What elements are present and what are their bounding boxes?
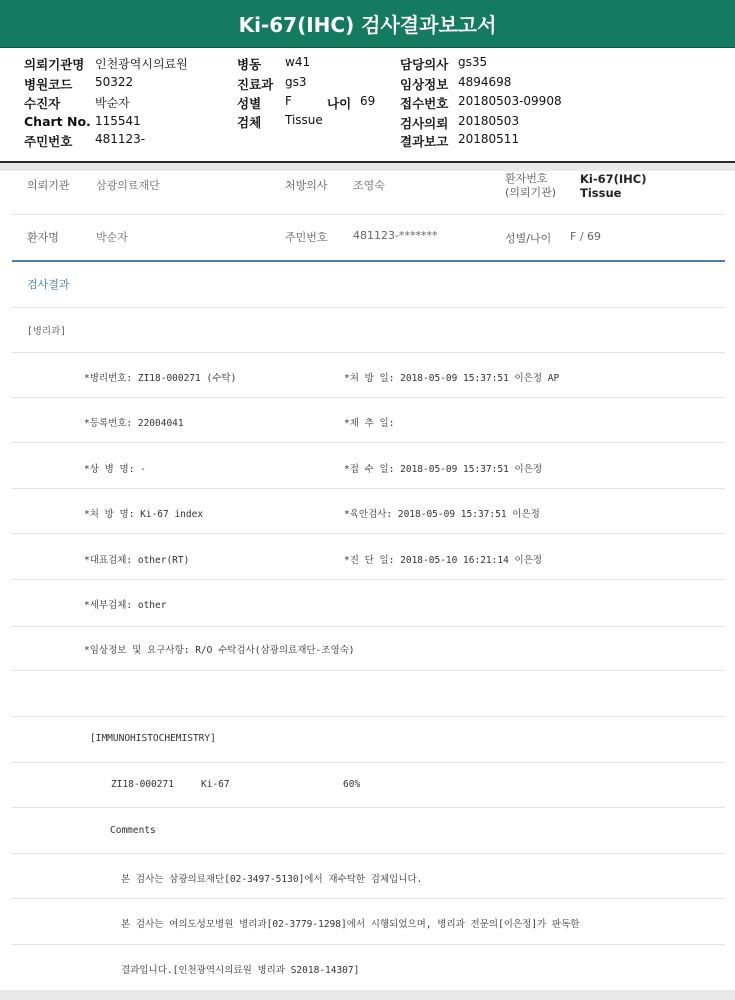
row-divider — [12, 214, 725, 215]
result-line: *진 단 일: 2018-05-10 16:21:14 이은정 — [344, 555, 543, 566]
result-line: *채 추 일: — [344, 418, 395, 429]
header-shade — [0, 163, 735, 171]
field-value: gs3 — [285, 75, 307, 89]
field-value: 인천광역시의료원 — [95, 57, 188, 71]
field-label: 의뢰기관명 — [24, 57, 85, 72]
patient-no-label: 환자번호 — [505, 172, 548, 185]
field-label: Chart No. — [24, 114, 91, 129]
ihc-case-no: ZI18-000271 — [111, 779, 174, 790]
field-value: 481123- — [95, 132, 146, 146]
sex-age-value: F / 69 — [570, 230, 602, 243]
sex-age-label: 성별/나이 — [505, 232, 552, 245]
row-divider — [12, 397, 725, 398]
doctor-value: 조영숙 — [353, 179, 385, 192]
field-value: 박순자 — [95, 96, 130, 110]
field-label: 결과보고 — [400, 134, 449, 149]
ihc-heading: [IMMUNOHISTOCHEMISTRY] — [90, 733, 216, 744]
field-label: 병원코드 — [24, 77, 73, 92]
result-line: *처 방 일: 2018-05-09 15:37:51 이은정 AP — [344, 373, 560, 384]
field-value: 4894698 — [458, 75, 512, 89]
row-divider — [12, 352, 725, 353]
result-line: *육안검사: 2018-05-09 15:37:51 이은정 — [344, 509, 540, 520]
footer-shade — [0, 990, 735, 1000]
row-divider — [12, 670, 725, 671]
patient-name-value: 박순자 — [96, 231, 128, 244]
field-label: 나이 — [327, 96, 352, 111]
row-divider — [12, 533, 725, 534]
row-divider — [12, 307, 725, 308]
institution-label: 의뢰기관 — [27, 179, 70, 192]
dept-heading: [병리과] — [27, 326, 66, 337]
id-label: 주민번호 — [285, 231, 328, 244]
specimen: Tissue — [580, 186, 622, 200]
field-value: gs35 — [458, 55, 488, 69]
doctor-label: 처방의사 — [285, 179, 328, 192]
field-value: Tissue — [285, 113, 323, 127]
field-label: 진료과 — [237, 77, 274, 92]
field-label: 임상정보 — [400, 77, 449, 92]
field-label: 주민번호 — [24, 134, 73, 149]
row-divider — [12, 807, 725, 808]
row-divider — [12, 944, 725, 945]
field-value: 69 — [360, 94, 376, 108]
patient-name-label: 환자명 — [27, 231, 59, 244]
field-value: F — [285, 94, 292, 108]
comment-line: 결과입니다.[인천광역시의료원 병리과 S2018-14307] — [121, 965, 360, 976]
ihc-value: 60% — [343, 779, 361, 790]
field-value: w41 — [285, 55, 311, 69]
field-label: 접수번호 — [400, 96, 449, 111]
comment-line: 본 검사는 삼광의료재단[02-3497-5130]에서 재수탁한 검체입니다. — [121, 874, 423, 885]
result-line: *병리번호: ZI18-000271 (수탁) — [84, 373, 237, 384]
field-value: 50322 — [95, 75, 134, 89]
comments-label: Comments — [110, 825, 156, 836]
field-label: 수진자 — [24, 96, 61, 111]
field-value: 20180511 — [458, 132, 520, 146]
row-divider — [12, 716, 725, 717]
results-section-title: 검사결과 — [27, 278, 70, 291]
field-label: 검체 — [237, 115, 262, 130]
result-line: *접 수 일: 2018-05-09 15:37:51 이은정 — [344, 464, 543, 475]
comment-line: 본 검사는 여의도성모병원 병리과[02-3779-1298]에서 시행되었으며, 병리과 전문의[이은정]가 판독한 — [121, 919, 580, 930]
test-name: Ki-67(IHC) — [580, 172, 647, 186]
result-line: *등록번호: 22004041 — [84, 418, 184, 429]
patient-no-sub: (의뢰기관) — [505, 186, 557, 199]
row-divider — [12, 488, 725, 489]
id-value: 481123-******* — [353, 229, 438, 242]
result-line: *대표검체: other(RT) — [84, 555, 190, 566]
row-divider — [12, 442, 725, 443]
field-value: 20180503-09908 — [458, 94, 562, 108]
field-label: 성별 — [237, 96, 262, 111]
row-divider — [12, 626, 725, 627]
clinical-info: *임상정보 및 요구사항: R/O 수탁검사(삼광의료재단-조영숙) — [84, 645, 355, 656]
field-value: 115541 — [95, 114, 141, 128]
field-label: 병동 — [237, 57, 262, 72]
row-divider — [12, 853, 725, 854]
institution-value: 삼광의료재단 — [96, 179, 160, 192]
field-value: 20180503 — [458, 114, 520, 128]
report-title: Ki-67(IHC) 검사결과보고서 — [0, 0, 735, 48]
result-line: *세부검체: other — [84, 600, 167, 611]
result-line: *처 방 명: Ki-67 index — [84, 509, 204, 520]
field-label: 검사의뢰 — [400, 116, 449, 131]
row-divider — [12, 579, 725, 580]
row-divider — [12, 762, 725, 763]
row-divider — [12, 898, 725, 899]
result-line: *상 병 명: - — [84, 464, 146, 475]
section-divider — [12, 260, 725, 262]
field-label: 담당의사 — [400, 57, 449, 72]
ihc-marker: Ki-67 — [201, 779, 230, 790]
